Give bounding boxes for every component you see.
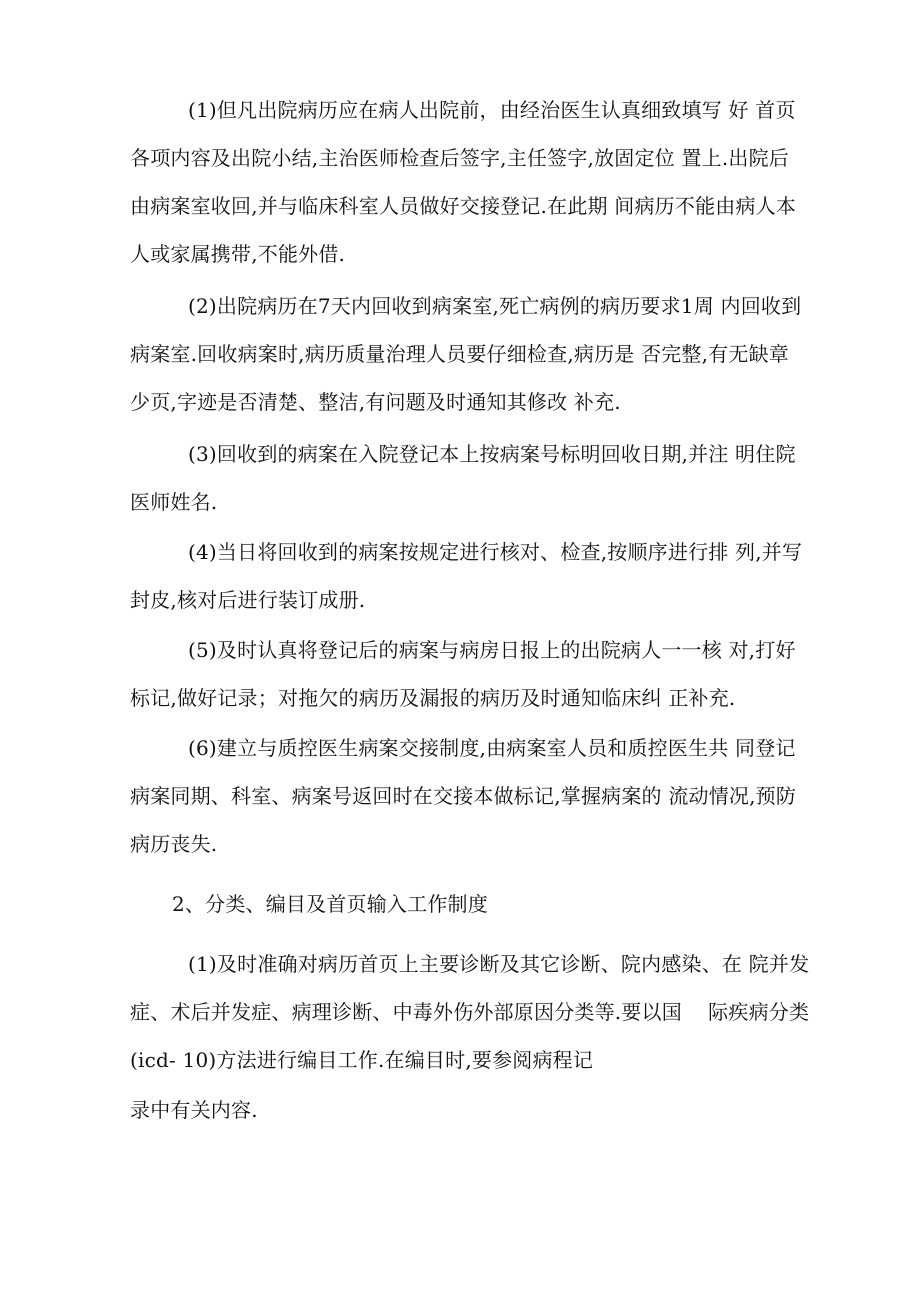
paragraph-2-line-1: (2)出院病历在7天内回收到病案室,死亡病例的病历要求1周 内回收到 [188, 294, 802, 318]
paragraph-6-line-3: 病历丧失. [130, 832, 218, 856]
paragraph-2-line-2: 病案室.回收病案时,病历质量治理人员要仔细检查,病历是 否完整,有无缺章 [130, 342, 789, 366]
paragraph-1-line-3: 由病案室收回,并与临床科室人员做好交接登记.在此期 间病历不能由病人本 [130, 194, 797, 218]
paragraph-1-line-1: (1)但凡出院病历应在病人出院前，由经治医生认真细致填写 好 首页 [188, 98, 796, 122]
section-paragraph-line-2: 症、术后并发症、病理诊断、中毒外伤外部原因分类等.要以国 际疾病分类 [130, 1000, 810, 1024]
section-paragraph-line-1: (1)及时准确对病历首页上主要诊断及其它诊断、院内感染、在 院并发 [188, 952, 810, 976]
paragraph-4-line-1: (4)当日将回收到的病案按规定进行核对、检查,按顺序进行排 列,并写 [188, 540, 803, 564]
section-paragraph-line-4: 录中有关内容. [130, 1098, 258, 1122]
paragraph-5-line-1: (5)及时认真将登记后的病案与病房日报上的出院病人一一核 对,打好 [188, 638, 796, 662]
paragraph-3-line-1: (3)回收到的病案在入院登记本上按病案号标明回收日期,并注 明住院 [188, 442, 796, 466]
paragraph-5-line-2: 标记,做好记录；对拖欠的病历及漏报的病历及时通知临床纠 正补充. [130, 686, 736, 710]
paragraph-6-line-2: 病案同期、科室、病案号返回时在交接本做标记,掌握病案的 流动情况,预防 [130, 784, 797, 808]
paragraph-2-line-3: 少页,字迹是否清楚、整洁,有问题及时通知其修改 补充. [130, 390, 621, 414]
section-heading: 2、分类、编目及首页输入工作制度 [172, 892, 488, 916]
paragraph-1-line-4: 人或家属携带,不能外借. [130, 242, 346, 266]
paragraph-1-line-2: 各项内容及出院小结,主治医师检查后签字,主任签字,放固定位 置上.出院后 [130, 146, 789, 170]
section-paragraph-line-3: (icd- 10)方法进行编目工作.在编目时,要参阅病程记 [130, 1048, 594, 1072]
paragraph-3-line-2: 医师姓名. [130, 490, 218, 514]
paragraph-4-line-2: 封皮,核对后进行装订成册. [130, 588, 366, 612]
paragraph-6-line-1: (6)建立与质控医生病案交接制度,由病案室人员和质控医生共 同登记 [188, 736, 796, 760]
